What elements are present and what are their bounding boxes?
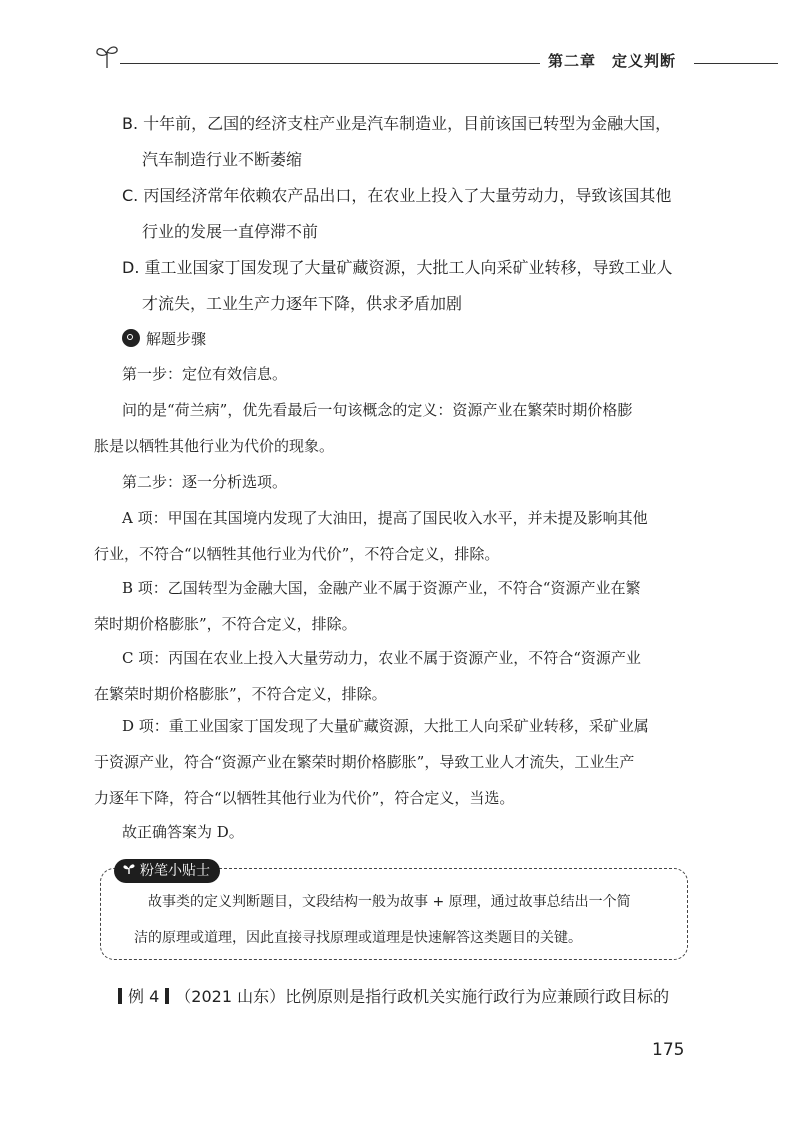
option-c: [122, 178, 702, 250]
option-b-line2: 汽车制造行业不断萎缩: [142, 150, 303, 169]
sprout-icon: [94, 42, 120, 70]
solution-steps-label: 解题步骤: [146, 330, 207, 348]
analysis-a: [94, 500, 714, 572]
option-c-line1: C. 丙国经济常年依赖农产品出口，在农业上投入了大量劳动力，导致该国其他: [122, 186, 672, 205]
step-two: [94, 464, 714, 500]
solution-steps-heading: [122, 327, 206, 351]
paragraph-line: A 项：甲国在其国境内发现了大油田，提高了国民收入水平，并未提及影响其他: [122, 509, 648, 527]
option-d-line2: 才流失，工业生产力逐年下降，供求矛盾加剧: [142, 294, 463, 313]
paragraph-line: 行业，不符合“以牺牲其他行业为代价”，不符合定义，排除。: [94, 545, 500, 563]
option-b-line1: B. 十年前，乙国的经济支柱产业是汽车制造业，目前该国已转型为金融大国，: [122, 114, 672, 133]
leaf-icon: [122, 859, 136, 883]
paragraph-line: D 项：重工业国家丁国发现了大量矿藏资源，大批工人向采矿业转移，采矿业属: [122, 717, 649, 735]
option-c-line2: 行业的发展一直停滞不前: [142, 222, 319, 241]
paragraph-line: B 项：乙国转型为金融大国，金融产业不属于资源产业，不符合“资源产业在繁: [122, 579, 641, 597]
chapter-title: 第二章 定义判断: [548, 52, 677, 70]
paragraph-line: 于资源产业，符合“资源产业在繁荣时期价格膨胀”，导致工业人才流失，工业生产: [94, 753, 635, 771]
example-label: 例 4: [128, 987, 160, 1006]
paragraph-line: 第二步：逐一分析选项。: [122, 473, 288, 491]
answer-line: [94, 814, 714, 850]
tip-badge: [114, 859, 220, 883]
paragraph-line: 在繁荣时期价格膨胀”，不符合定义，排除。: [94, 685, 387, 703]
paragraph-line: 问的是“荷兰病”，优先看最后一句该概念的定义：资源产业在繁荣时期价格膨: [122, 401, 633, 419]
option-d: [122, 250, 702, 322]
option-d-line1: D. 重工业国家丁国发现了大量矿藏资源，大批工人向采矿业转移，导致工业人: [122, 258, 673, 277]
paragraph-line: 荣时期价格膨胀”，不符合定义，排除。: [94, 615, 357, 633]
tip-line: 故事类的定义判断题目，文段结构一般为故事 + 原理，通过故事总结出一个简: [148, 894, 631, 910]
example-text: （2021 山东）比例原则是指行政机关实施行政行为应兼顾行政目标的: [175, 987, 670, 1006]
definition-paragraph: [94, 392, 714, 464]
tip-badge-label: 粉笔小贴士: [140, 863, 210, 879]
analysis-b: [94, 570, 714, 642]
page-number: 175: [652, 1040, 685, 1060]
solution-icon: [122, 329, 140, 347]
option-b: [122, 106, 702, 178]
paragraph-line: C 项：丙国在农业上投入大量劳动力，农业不属于资源产业，不符合“资源产业: [122, 649, 641, 667]
paragraph-line: 故正确答案为 D。: [122, 823, 244, 841]
header-rule-right: [694, 63, 778, 64]
paragraph-line: 第一步：定位有效信息。: [122, 365, 288, 383]
analysis-d: [94, 708, 714, 816]
tip-line: 洁的原理或道理，因此直接寻找原理或道理是快速解答这类题目的关键。: [134, 930, 582, 946]
page-header: [94, 42, 784, 72]
step-one: [94, 356, 714, 392]
tip-text: [134, 884, 688, 956]
analysis-c: [94, 640, 714, 712]
paragraph-line: 胀是以牺牲其他行业为代价的现象。: [94, 437, 335, 455]
example-4: [118, 982, 669, 1012]
example-bar-left: [118, 988, 122, 1004]
example-bar-right: [165, 988, 169, 1004]
paragraph-line: 力逐年下降，符合“以牺牲其他行业为代价”，符合定义，当选。: [94, 789, 515, 807]
header-rule-left: [120, 63, 540, 64]
